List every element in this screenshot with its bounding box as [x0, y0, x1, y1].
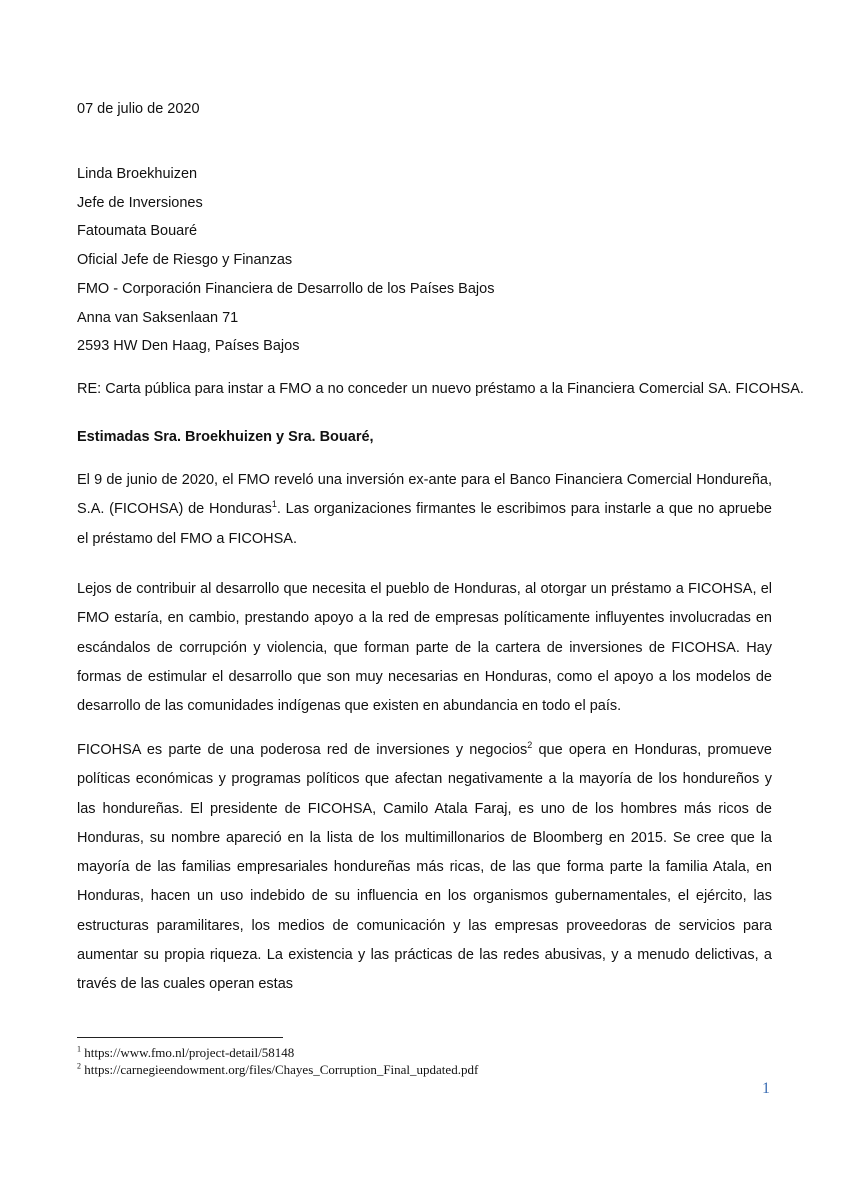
- footnote-ref-1: 1: [271, 499, 277, 510]
- footnotes: [77, 1044, 478, 1078]
- subject-line: RE: Carta pública para instar a FMO a no conceder un nuevo préstamo a la Financiera Comercial SA. FICOHSA.: [77, 381, 804, 397]
- footnote-1: [77, 1044, 478, 1061]
- recipient-title-1: Jefe de Inversiones: [77, 194, 203, 211]
- recipient-title-2: Oficial Jefe de Riesgo y Finanzas: [77, 252, 293, 269]
- letter-date: 07 de julio de 2020: [77, 101, 200, 117]
- paragraph-3-text-b: que opera en Honduras, promueve políticas económicas y programas políticos que afectan negativamente a la mayoría de los hondureños y las hondureñas. El presidente de FICOHSA, Camilo Atala Faraj, es uno de los hombres más ricos de Honduras, su nombre apareció en la lista de los multimillonarios de Bloomberg en 2015. Se cree que la mayoría de las familias empresariales hondureñas más ricas, de las que forma parte la familia Atala, en Honduras, hacen un uso indebido de su influencia en los organismos gubernamentales, el ejército, las estructuras paramilitares, los medios de comunicación y las empresas proveedoras de servicios para aumentar su propia riqueza. La existencia y las prácticas de las redes abusivas, y a menudo delictivas, a través de las cuales operan estas: [77, 742, 772, 993]
- footnote-divider: [77, 1037, 283, 1038]
- paragraph-3-text-a: FICOHSA es parte de una poderosa red de inversiones y negocios: [77, 742, 528, 758]
- body-paragraph-2: Lejos de contribuir al desarrollo que necesita el pueblo de Honduras, al otorgar un préstamo a FICOHSA, el FMO estaría, en cambio, prestando apoyo a la red de empresas políticamente influyentes involucradas en escándalos de corrupción y violencia, que forman parte de la cartera de inversiones de FICOHSA. Hay formas de estimular el desarrollo que son muy necesarias en Honduras, como el apoyo a los modelos de desarrollo de las comunidades indígenas que existen en abundancia en todo el país.: [77, 581, 772, 715]
- salutation: Estimadas Sra. Broekhuizen y Sra. Bouaré,: [77, 429, 374, 445]
- footnote-2: [77, 1061, 478, 1078]
- footnote-2-number: 2: [77, 1061, 81, 1071]
- recipient-street: Anna van Saksenlaan 71: [77, 309, 239, 326]
- recipient-name-2: Fatoumata Bouaré: [77, 223, 198, 240]
- footnote-1-link[interactable]: https://www.fmo.nl/project-detail/58148: [84, 1045, 295, 1060]
- paragraph-1-text-b: . Las organizaciones firmantes le escribimos para instarle a que no apruebe el préstamo del FMO a FICOHSA.: [77, 501, 773, 547]
- recipient-name-1: Linda Broekhuizen: [77, 166, 198, 182]
- recipient-organization: FMO - Corporación Financiera de Desarrollo de los Países Bajos: [77, 280, 495, 297]
- page-number: 1: [762, 1080, 770, 1097]
- body-paragraph-1: [77, 466, 772, 554]
- recipient-city: 2593 HW Den Haag, Países Bajos: [77, 338, 300, 355]
- body-paragraph-3: [77, 736, 772, 1000]
- paragraph-1-text-a: El 9 de junio de 2020, el FMO reveló una inversión ex-ante para el Banco Financiera Comercial Hondureña, S.A. (FICOHSA) de Honduras: [77, 472, 772, 518]
- footnote-1-number: 1: [77, 1044, 81, 1054]
- footnote-ref-2: 2: [527, 740, 533, 751]
- recipient-address-block: [77, 160, 494, 361]
- footnote-2-link[interactable]: https://carnegieendowment.org/files/Chayes_Corruption_Final_updated.pdf: [84, 1062, 479, 1077]
